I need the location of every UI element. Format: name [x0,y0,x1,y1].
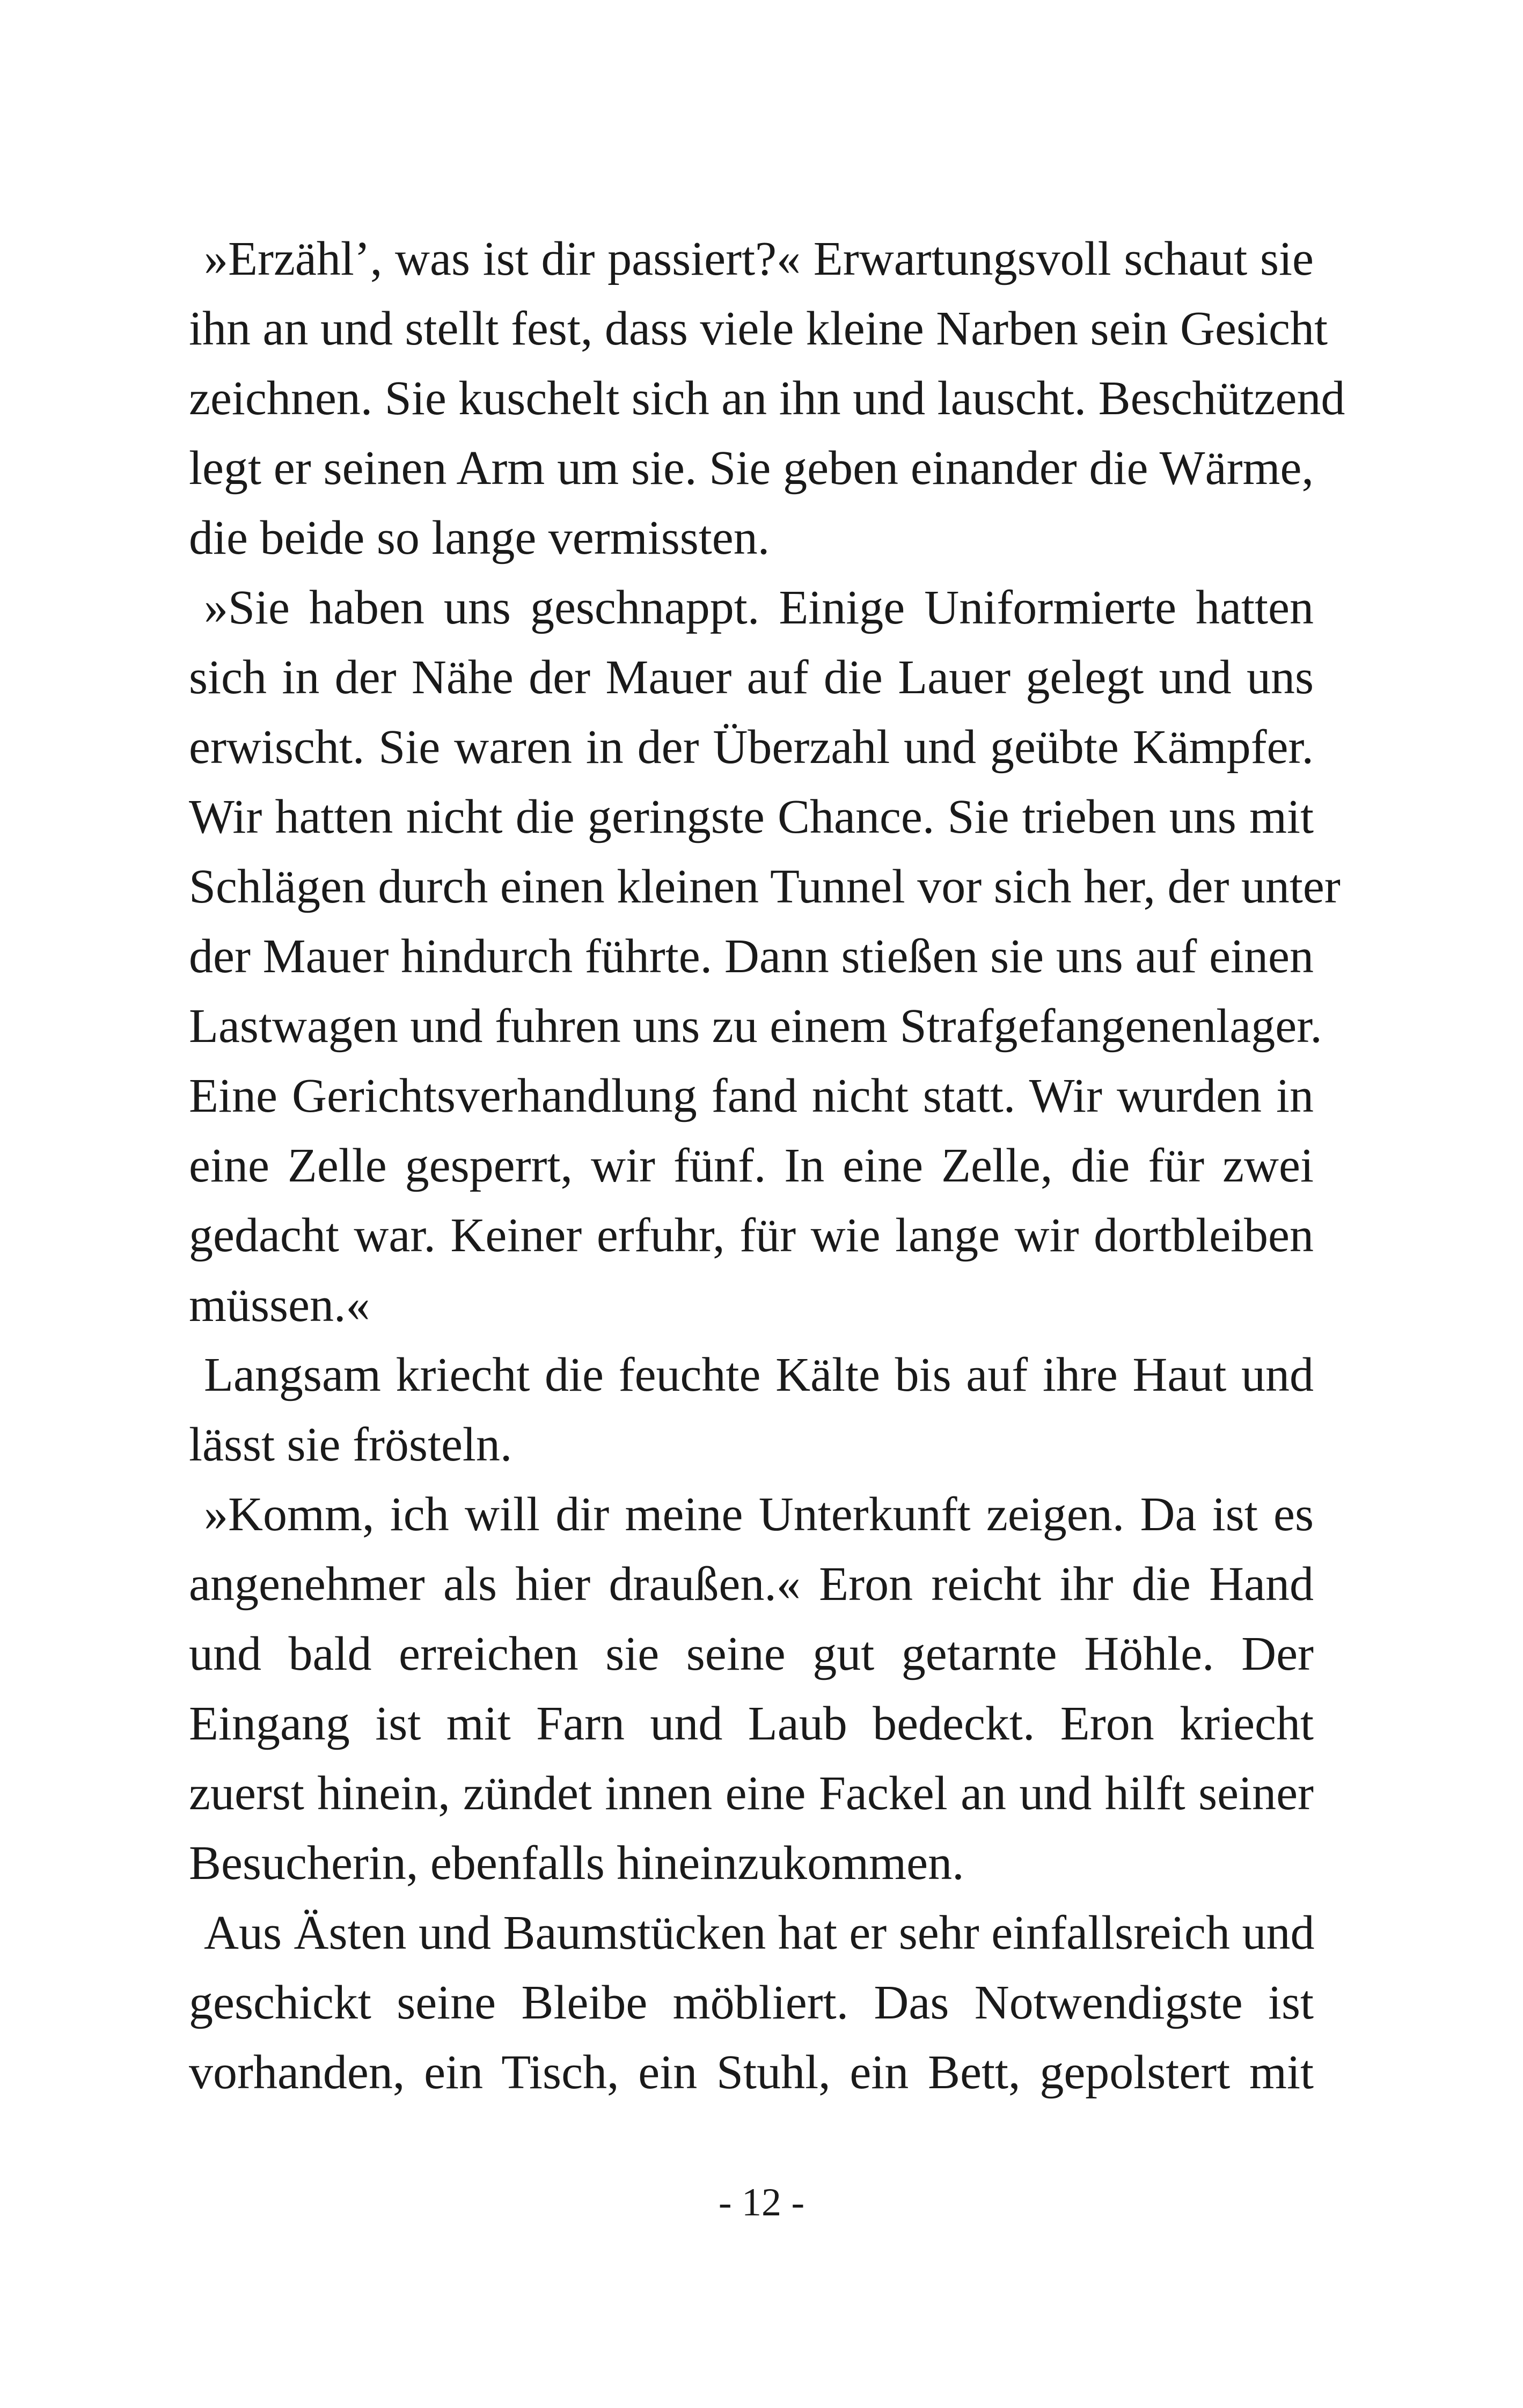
text-line: geschickt seine Bleibe möbliert. Das Notwendigste ist [189,1976,1314,2029]
text-line: ihn an und stellt fest, dass viele kleine Narben sein Gesicht [189,302,1328,355]
text-line: »Erzähl’, was ist dir passiert?« Erwartungsvoll schaut sie [204,232,1314,285]
text-line: vorhanden, ein Tisch, ein Stuhl, ein Bett, gepolstert mit [189,2046,1314,2099]
text-line: Eine Gerichtsverhandlung fand nicht statt. Wir wurden in [189,1069,1314,1122]
text-line: die beide so lange vermissten. [189,511,770,564]
text-line: zuerst hinein, zündet innen eine Fackel an und hilft seiner [189,1767,1314,1820]
text-line: sich in der Nähe der Mauer auf die Lauer gelegt und uns [189,651,1314,704]
text-line: »Sie haben uns geschnappt. Einige Uniformierte hatten [204,581,1314,634]
text-line: zeichnen. Sie kuschelt sich an ihn und lauscht. Beschützend [189,372,1345,425]
text-line: legt er seinen Arm um sie. Sie geben einander die Wärme, [189,442,1314,495]
text-line: Wir hatten nicht die geringste Chance. Sie trieben uns mit [189,790,1314,843]
text-line: »Komm, ich will dir meine Unterkunft zeigen. Da ist es [204,1488,1314,1541]
text-line: Aus Ästen und Baumstücken hat er sehr einfallsreich und [204,1906,1315,1959]
text-line: eine Zelle gesperrt, wir fünf. In eine Zelle, die für zwei [189,1139,1314,1192]
text-line: der Mauer hindurch führte. Dann stießen sie uns auf einen [189,930,1314,983]
text-line: müssen.« [189,1279,370,1332]
text-line: und bald erreichen sie seine gut getarnte Höhle. Der [189,1627,1314,1680]
text-line: Langsam kriecht die feuchte Kälte bis auf ihre Haut und [204,1348,1314,1401]
text-line: Besucherin, ebenfalls hineinzukommen. [189,1837,964,1890]
text-line: Schlägen durch einen kleinen Tunnel vor sich her, der unter [189,860,1341,913]
body-text [189,224,1345,2108]
text-line: angenehmer als hier draußen.« Eron reicht ihr die Hand [189,1558,1314,1611]
text-line: Lastwagen und fuhren uns zu einem Strafgefangenenlager. [189,1000,1322,1053]
text-line: erwischt. Sie waren in der Überzahl und geübte Kämpfer. [189,721,1314,774]
text-line: gedacht war. Keiner erfuhr, für wie lange wir dortbleiben [189,1209,1314,1262]
text-line: Eingang ist mit Farn und Laub bedeckt. Eron kriecht [189,1697,1314,1750]
page-number: - 12 - [718,2181,805,2225]
text-line: lässt sie frösteln. [189,1418,512,1471]
